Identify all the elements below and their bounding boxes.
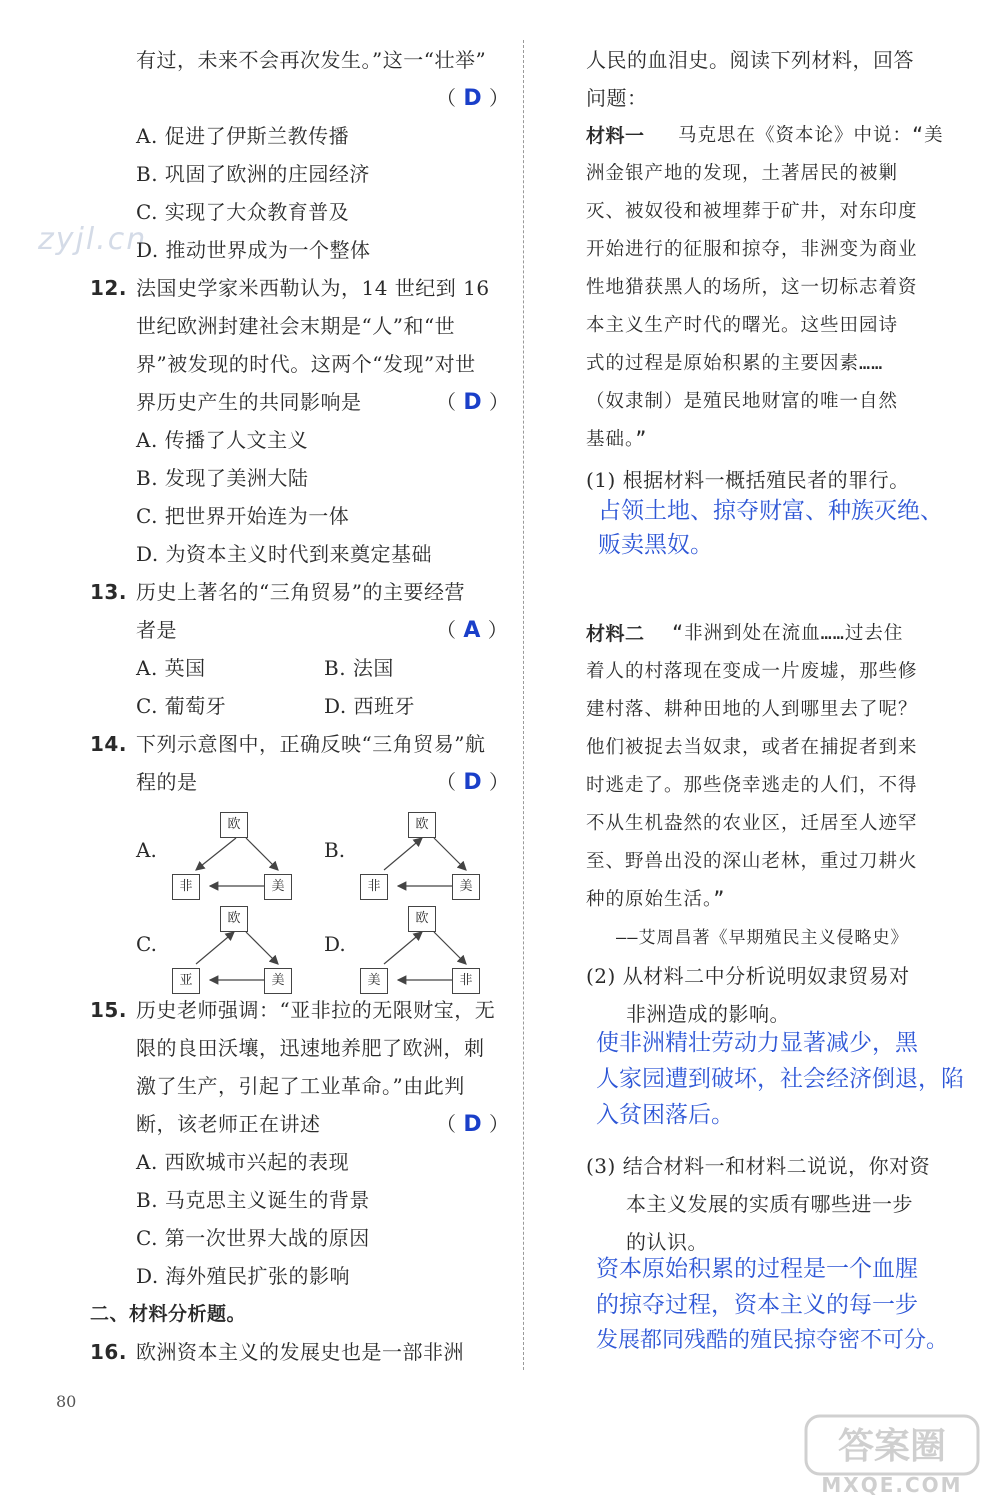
q12-option-b: B. 发现了美洲大陆 [136, 466, 309, 490]
q15-number: 15. [90, 998, 127, 1022]
logo-graphic [802, 1412, 982, 1498]
arrow-europe-america [434, 838, 466, 870]
q12-stem-line: 界”被发现的时代。这两个“发现”对世 [136, 352, 476, 376]
q13-stem-line: 者是 [136, 618, 177, 642]
section-heading: 二、材料分析题。 [90, 1303, 247, 1325]
q13-option-a: A. 英国 [136, 656, 206, 680]
material-1-label: 材料一 [586, 125, 645, 147]
q15-option-c: C. 第一次世界大战的原因 [136, 1226, 370, 1250]
arrow-africa-europe [384, 838, 422, 870]
q14-diagram-c-label: C. [136, 932, 157, 956]
q14-number: 14. [90, 732, 127, 756]
q11-answer: D [463, 86, 483, 111]
page-number: 80 [56, 1392, 77, 1411]
q14-b-box-left: 非 [360, 874, 388, 900]
q14-c-box-top: 欧 [220, 906, 248, 932]
q14-b-box-right: 美 [452, 874, 480, 900]
q16-stem-cont: 人民的血泪史。阅读下列材料，回答 [586, 48, 914, 72]
question-1: (1) 根据材料一概括殖民者的罪行。 [586, 468, 910, 492]
material-2-line: 不从生机盎然的农业区，迁居至人迹罕 [586, 813, 918, 834]
arrow-europe-africa [196, 838, 236, 870]
q14-d-box-left: 美 [360, 968, 388, 994]
material-1-line: 灭、被奴役和被埋葬于矿井，对东印度 [586, 201, 918, 222]
q11-option-c: C. 实现了大众教育普及 [136, 200, 350, 224]
q15-answer: D [463, 1112, 483, 1137]
material-2-line: 种的原始生活。” [586, 889, 726, 910]
q13-answer: A [463, 618, 481, 643]
question-3: 本主义发展的实质有哪些进一步 [626, 1192, 913, 1216]
q11-answer-paren: （ D ） [436, 86, 510, 111]
handwritten-answer-3: 发展都同残酷的殖民掠夺密不可分。 [596, 1328, 949, 1353]
material-1-line: 开始进行的征服和掠夺，非洲变为商业 [586, 239, 918, 260]
material-2-line: 建村落、耕种田地的人到哪里去了呢？ [586, 699, 918, 720]
q14-diagram-a-label: A. [136, 838, 157, 862]
q14-a-box-left: 非 [172, 874, 200, 900]
handwritten-answer-1: 占领土地、掠夺财富、种族灭绝、 [598, 498, 943, 524]
q11-option-a: A. 促进了伊斯兰教传播 [136, 124, 350, 148]
handwritten-answer-1: 贩卖黑奴。 [598, 532, 713, 558]
q13-number: 13. [90, 580, 127, 604]
q14-answer: D [463, 770, 483, 795]
q16-stem-cont: 问题： [586, 86, 648, 110]
q14-answer-paren: （ D ） [436, 770, 510, 795]
q13-answer-paren: （ A ） [436, 618, 509, 643]
watermark: zyjl.cn [38, 222, 148, 257]
handwritten-answer-2: 使非洲精壮劳动力显著减少，黑 [596, 1030, 918, 1056]
q13-option-c: C. 葡萄牙 [136, 694, 227, 718]
material-1-line: 式的过程是原始积累的主要因素…… [586, 353, 884, 374]
material-1-line: （奴隶制）是殖民地财富的唯一自然 [586, 391, 899, 412]
logo-text-bottom: MXQE.COM [821, 1473, 963, 1497]
handwritten-answer-3: 资本原始积累的过程是一个血腥 [596, 1256, 918, 1282]
material-2-label: 材料二 [586, 623, 645, 645]
q15-stem-line: 历史老师强调：“亚非拉的无限财宝，无 [136, 998, 496, 1022]
material-2-line: 着人的村落现在变成一片废墟，那些修 [586, 661, 918, 682]
q12-stem-line: 世纪欧洲封建社会末期是“人”和“世 [136, 314, 456, 338]
q12-option-d: D. 为资本主义时代到来奠定基础 [136, 542, 433, 566]
handwritten-answer-2: 入贫困落后。 [596, 1102, 734, 1128]
material-2-line: 时逃走了。那些侥幸逃走的人们，不得 [586, 775, 918, 796]
q15-stem-line: 激了生产，引起了工业革命。”由此判 [136, 1074, 465, 1098]
question-3: (3) 结合材料一和材料二说说，你对资 [586, 1154, 931, 1178]
handwritten-answer-2: 人家园遭到破坏，社会经济倒退，陷 [596, 1066, 964, 1092]
material-1-line: 基础。” [586, 429, 648, 450]
q12-stem-line: 界历史产生的共同影响是 [136, 390, 362, 414]
question-2: 非洲造成的影响。 [626, 1002, 790, 1026]
q13-stem-line: 历史上著名的“三角贸易”的主要经营 [136, 580, 465, 604]
arrow-europe-africa [434, 932, 466, 964]
q15-answer-paren: （ D ） [436, 1112, 510, 1137]
material-1-line: 性地猎获黑人的场所，这一切标志着资 [586, 277, 918, 298]
question-3: 的认识。 [626, 1230, 708, 1254]
material-2-line: 他们被捉去当奴隶，或者在捕捉者到来 [586, 737, 918, 758]
material-1-line: 洲金银产地的发现，土著居民的被剿 [586, 163, 899, 184]
column-divider [523, 40, 524, 1370]
q11-option-b: B. 巩固了欧洲的庄园经济 [136, 162, 370, 186]
q14-stem-line: 下列示意图中，正确反映“三角贸易”航 [136, 732, 486, 756]
q14-a-box-right: 美 [264, 874, 292, 900]
q14-b-box-top: 欧 [408, 812, 436, 838]
logo-text-top: 答案圈 [837, 1426, 947, 1467]
q14-diagrams [136, 808, 516, 988]
arrow-europe-america [246, 838, 278, 870]
q14-c-box-right: 美 [264, 968, 292, 994]
q13-option-d: D. 西班牙 [324, 694, 416, 718]
q14-c-box-left: 亚 [172, 968, 200, 994]
arrow-america-europe [384, 932, 422, 964]
q12-answer-paren: （ D ） [436, 390, 510, 415]
q12-stem-line: 法国史学家米西勒认为，14 世纪到 16 [136, 276, 490, 300]
q16-number: 16. [90, 1340, 127, 1364]
question-2: (2) 从材料二中分析说明奴隶贸易对 [586, 964, 910, 988]
q14-diagram-d-label: D. [324, 932, 346, 956]
q15-stem-line: 断，该老师正在讲述 [136, 1112, 321, 1136]
q14-d-box-top: 欧 [408, 906, 436, 932]
q14-diagram-b-label: B. [324, 838, 346, 862]
q14-a-box-top: 欧 [220, 812, 248, 838]
handwritten-answer-3: 的掠夺过程，资本主义的每一步 [596, 1292, 918, 1318]
q11-stem-tail: 有过，未来不会再次发生。”这一“壮举” [136, 48, 487, 72]
material-2-line: 至、野兽出没的深山老林，重过刀耕火 [586, 851, 918, 872]
q11-option-d: D. 推动世界成为一个整体 [136, 238, 371, 262]
material-1-line: 马克思在《资本论》中说：“美 [678, 125, 944, 146]
arrow-europe-america [246, 932, 278, 964]
q15-option-d: D. 海外殖民扩张的影响 [136, 1264, 351, 1288]
q15-option-a: A. 西欧城市兴起的表现 [136, 1150, 350, 1174]
q12-option-c: C. 把世界开始连为一体 [136, 504, 350, 528]
material-2-line: “非洲到处在流血……过去住 [672, 623, 904, 644]
q14-stem-line: 程的是 [136, 770, 198, 794]
site-logo [802, 1412, 982, 1498]
material-2-source: ——艾周昌著《早期殖民主义侵略史》 [616, 928, 909, 948]
arrow-asia-europe [196, 932, 234, 964]
q13-option-b: B. 法国 [324, 656, 394, 680]
q12-answer: D [463, 390, 483, 415]
q16-stem-line: 欧洲资本主义的发展史也是一部非洲 [136, 1340, 464, 1364]
q12-option-a: A. 传播了人文主义 [136, 428, 309, 452]
material-1-line: 本主义生产时代的曙光。这些田园诗 [586, 315, 899, 336]
q15-stem-line: 限的良田沃壤，迅速地养肥了欧洲，刺 [136, 1036, 485, 1060]
q15-option-b: B. 马克思主义诞生的背景 [136, 1188, 370, 1212]
q14-d-box-right: 非 [452, 968, 480, 994]
q12-number: 12. [90, 276, 127, 300]
